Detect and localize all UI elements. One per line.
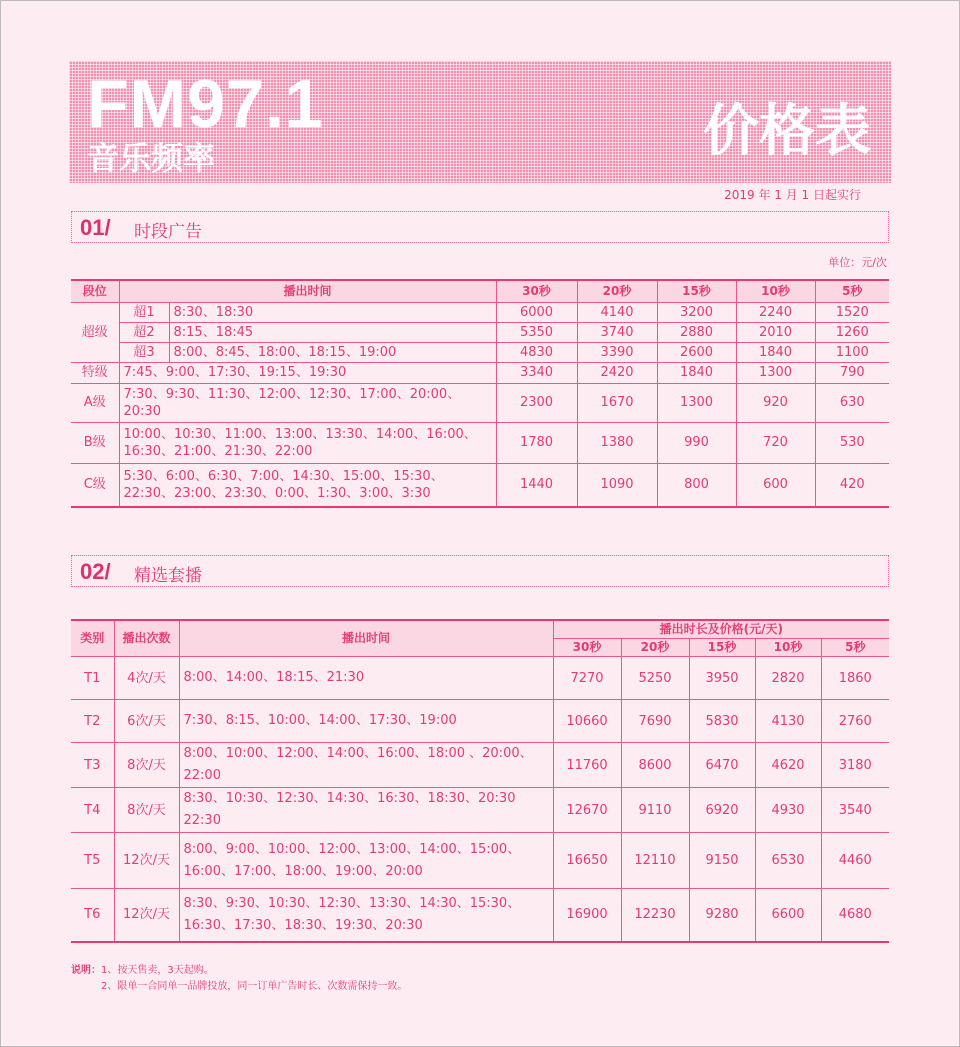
price-cell: 990 <box>657 422 736 463</box>
price-cell: 11760 <box>553 743 621 788</box>
table-row <box>71 833 889 889</box>
header-banner <box>69 61 891 183</box>
table-row <box>71 743 889 788</box>
price-cell: 1440 <box>496 463 577 507</box>
price-cell: 16900 <box>553 889 621 942</box>
column-header: 播出次数 <box>114 620 179 657</box>
play-count-cell: 12次/天 <box>114 833 179 889</box>
price-cell: 9110 <box>621 788 689 833</box>
price-cell: 600 <box>736 463 815 507</box>
brand-logo: FM97.1 <box>87 66 324 142</box>
air-time-cell: 8:30、10:30、12:30、14:30、16:30、18:30、20:30 22:30 <box>179 788 553 833</box>
table-row <box>71 322 889 342</box>
price-cell: 7270 <box>553 657 621 700</box>
price-cell: 2240 <box>736 302 815 322</box>
price-cell: 2420 <box>577 362 657 383</box>
table-row <box>71 342 889 362</box>
price-cell: 10660 <box>553 700 621 743</box>
column-header: 5秒 <box>815 280 889 302</box>
price-cell: 1670 <box>577 383 657 422</box>
price-cell: 1300 <box>736 362 815 383</box>
price-cell: 16650 <box>553 833 621 889</box>
column-header: 10秒 <box>736 280 815 302</box>
price-cell: 1840 <box>657 362 736 383</box>
price-cell: 2820 <box>755 657 821 700</box>
column-header: 30秒 <box>496 280 577 302</box>
section-number: 02/ <box>80 559 111 584</box>
package-type-cell: T4 <box>71 788 114 833</box>
header-row <box>71 620 889 639</box>
level-cell: 超级 <box>71 302 119 362</box>
price-cell: 1090 <box>577 463 657 507</box>
table-row <box>71 463 889 507</box>
table-row <box>71 788 889 833</box>
price-cell: 720 <box>736 422 815 463</box>
package-type-cell: T5 <box>71 833 114 889</box>
air-time-cell: 10:00、10:30、11:00、13:00、13:30、14:00、16:00、16:30、21:00、21:30、22:00 <box>119 422 496 463</box>
price-cell: 920 <box>736 383 815 422</box>
price-cell: 1780 <box>496 422 577 463</box>
price-cell: 6600 <box>755 889 821 942</box>
package-type-cell: T6 <box>71 889 114 942</box>
notes <box>71 963 407 995</box>
price-cell: 6530 <box>755 833 821 889</box>
price-cell: 3340 <box>496 362 577 383</box>
play-count-cell: 8次/天 <box>114 743 179 788</box>
price-cell: 1260 <box>815 322 889 342</box>
column-header: 30秒 <box>553 639 621 657</box>
level-cell: B级 <box>71 422 119 463</box>
section-title: 时段广告 <box>134 222 202 242</box>
price-cell: 1380 <box>577 422 657 463</box>
price-cell: 630 <box>815 383 889 422</box>
price-cell: 1860 <box>821 657 889 700</box>
sub-level-cell: 超3 <box>119 342 169 362</box>
air-time-cell: 8:30、9:30、10:30、12:30、13:30、14:30、15:30、16:30、17:30、18:30、19:30、20:30 <box>179 889 553 942</box>
note-item: 1、按天售卖，3天起购。 <box>101 965 214 976</box>
price-cell: 9150 <box>689 833 755 889</box>
price-cell: 1840 <box>736 342 815 362</box>
section-number: 01/ <box>80 215 111 240</box>
notes-label: 说明： <box>71 965 101 976</box>
price-cell: 5350 <box>496 322 577 342</box>
column-header: 播出时间 <box>179 620 553 657</box>
package-type-cell: T3 <box>71 743 114 788</box>
table-row <box>71 889 889 942</box>
play-count-cell: 4次/天 <box>114 657 179 700</box>
price-cell: 2600 <box>657 342 736 362</box>
column-header: 15秒 <box>657 280 736 302</box>
page-title: 价格表 <box>703 99 871 164</box>
price-cell: 9280 <box>689 889 755 942</box>
price-cell: 4830 <box>496 342 577 362</box>
column-header: 播出时长及价格(元/天) <box>553 620 889 639</box>
air-time-cell: 5:30、6:00、6:30、7:00、14:30、15:00、15:30、22:30、23:00、23:30、0:00、1:30、3:00、3:30 <box>119 463 496 507</box>
table-row <box>71 383 889 422</box>
package-price-table <box>71 619 889 943</box>
price-cell: 2880 <box>657 322 736 342</box>
price-cell: 790 <box>815 362 889 383</box>
table-row <box>71 422 889 463</box>
price-cell: 2300 <box>496 383 577 422</box>
air-time-cell: 8:30、18:30 <box>169 302 496 322</box>
price-cell: 2760 <box>821 700 889 743</box>
package-type-cell: T1 <box>71 657 114 700</box>
section-heading-2 <box>71 555 889 587</box>
air-time-cell: 8:00、9:00、10:00、12:00、13:00、14:00、15:00、16:00、17:00、18:00、19:00、20:00 <box>179 833 553 889</box>
price-cell: 6920 <box>689 788 755 833</box>
column-header: 20秒 <box>577 280 657 302</box>
price-cell: 3540 <box>821 788 889 833</box>
price-cell: 1300 <box>657 383 736 422</box>
effective-date: 2019 年 1 月 1 日起实行 <box>724 188 861 202</box>
package-type-cell: T2 <box>71 700 114 743</box>
unit-label: 单位：元/次 <box>828 256 887 269</box>
price-cell: 3180 <box>821 743 889 788</box>
price-cell: 12670 <box>553 788 621 833</box>
price-cell: 3200 <box>657 302 736 322</box>
level-cell: A级 <box>71 383 119 422</box>
price-cell: 1520 <box>815 302 889 322</box>
air-time-cell: 8:00、8:45、18:00、18:15、19:00 <box>169 342 496 362</box>
note-item: 2、限单一合同单一品牌投放，同一订单广告时长、次数需保持一致。 <box>101 981 408 992</box>
air-time-cell: 8:00、14:00、18:15、21:30 <box>179 657 553 700</box>
price-cell: 4680 <box>821 889 889 942</box>
price-cell: 530 <box>815 422 889 463</box>
time-slot-price-table <box>71 279 889 508</box>
price-cell: 4140 <box>577 302 657 322</box>
price-cell: 6470 <box>689 743 755 788</box>
table-row <box>71 302 889 322</box>
air-time-cell: 7:45、9:00、17:30、19:15、19:30 <box>119 362 496 383</box>
table-row <box>71 362 889 383</box>
price-cell: 3740 <box>577 322 657 342</box>
price-cell: 3950 <box>689 657 755 700</box>
price-cell: 420 <box>815 463 889 507</box>
level-cell: C级 <box>71 463 119 507</box>
price-cell: 4930 <box>755 788 821 833</box>
price-cell: 2010 <box>736 322 815 342</box>
price-cell: 5830 <box>689 700 755 743</box>
price-cell: 4130 <box>755 700 821 743</box>
level-cell: 特级 <box>71 362 119 383</box>
price-cell: 7690 <box>621 700 689 743</box>
play-count-cell: 12次/天 <box>114 889 179 942</box>
column-header: 20秒 <box>621 639 689 657</box>
air-time-cell: 8:00、10:00、12:00、14:00、16:00、18:00 、20:00、22:00 <box>179 743 553 788</box>
sub-level-cell: 超2 <box>119 322 169 342</box>
price-cell: 4620 <box>755 743 821 788</box>
column-header: 5秒 <box>821 639 889 657</box>
section-heading-1 <box>71 211 889 243</box>
price-cell: 5250 <box>621 657 689 700</box>
column-header: 10秒 <box>755 639 821 657</box>
column-header: 类别 <box>71 620 114 657</box>
header-row <box>71 280 889 302</box>
price-cell: 12110 <box>621 833 689 889</box>
column-header: 15秒 <box>689 639 755 657</box>
price-cell: 8600 <box>621 743 689 788</box>
table-row <box>71 700 889 743</box>
column-header: 段位 <box>71 280 119 302</box>
play-count-cell: 8次/天 <box>114 788 179 833</box>
air-time-cell: 7:30、8:15、10:00、14:00、17:30、19:00 <box>179 700 553 743</box>
column-header: 播出时间 <box>119 280 496 302</box>
price-cell: 3390 <box>577 342 657 362</box>
price-cell: 6000 <box>496 302 577 322</box>
price-cell: 800 <box>657 463 736 507</box>
table-row <box>71 657 889 700</box>
price-cell: 4460 <box>821 833 889 889</box>
section-title: 精选套播 <box>134 566 202 586</box>
play-count-cell: 6次/天 <box>114 700 179 743</box>
sub-level-cell: 超1 <box>119 302 169 322</box>
price-cell: 1100 <box>815 342 889 362</box>
air-time-cell: 7:30、9:30、11:30、12:00、12:30、17:00、20:00、20:30 <box>119 383 496 422</box>
price-cell: 12230 <box>621 889 689 942</box>
brand-subtitle: 音乐频率 <box>87 139 216 177</box>
air-time-cell: 8:15、18:45 <box>169 322 496 342</box>
